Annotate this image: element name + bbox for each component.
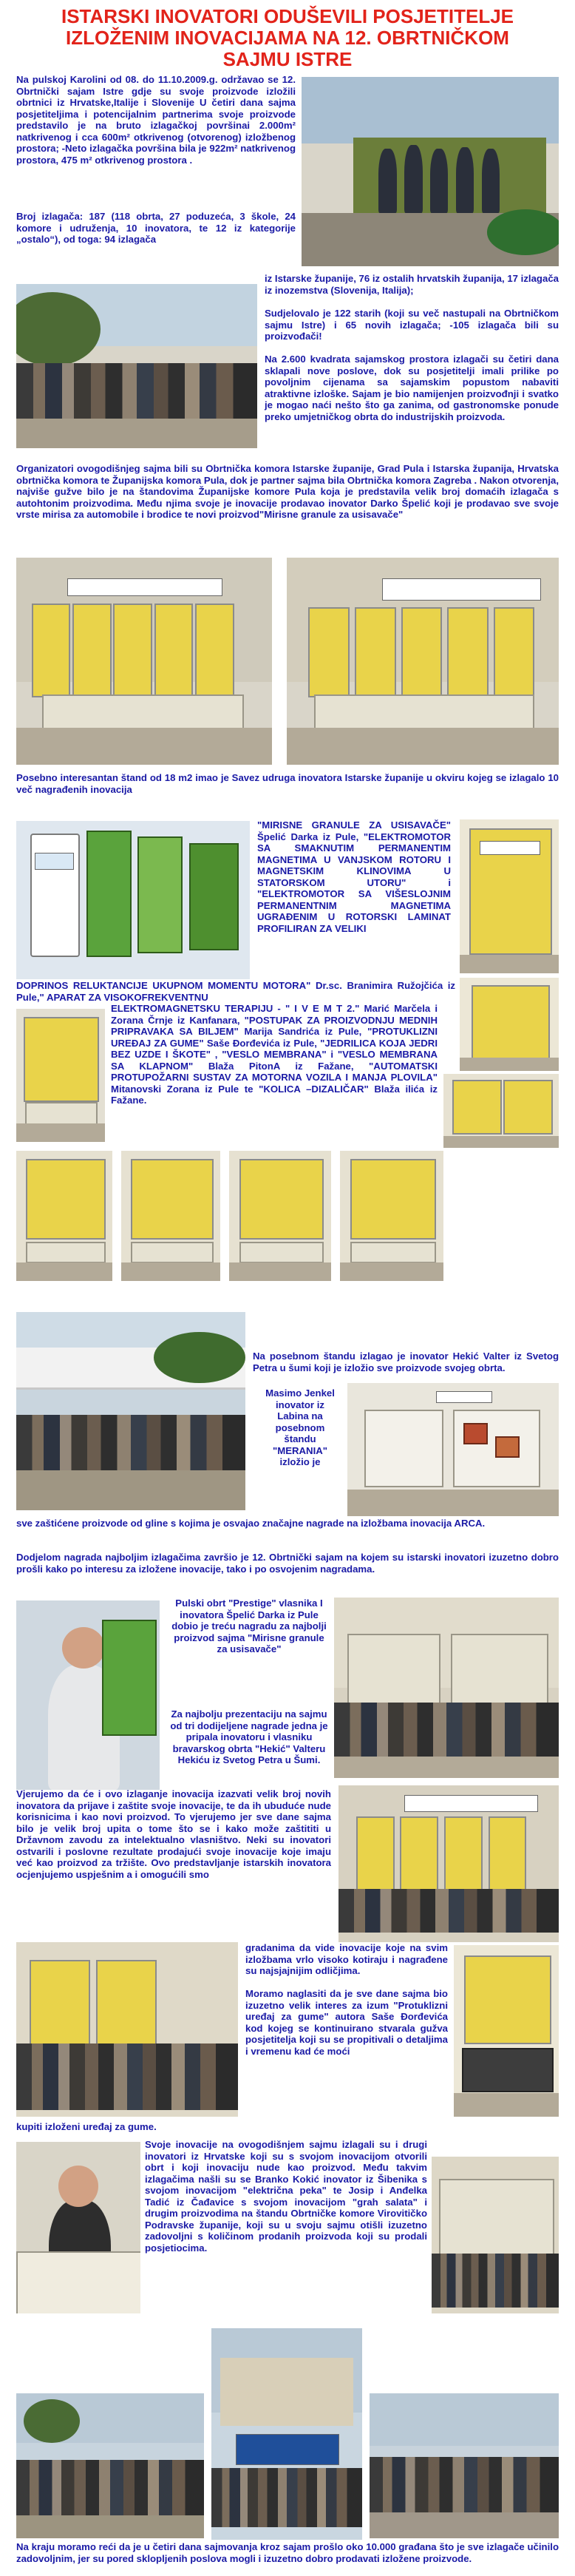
photo-booth-small-2	[121, 1151, 220, 1281]
paragraph-county-split: iz Istarske županije, 76 iz ostalih hrvatskih županija, 17 izlagača iz inozemstva (Slovenija, Italija);	[265, 273, 559, 296]
photo-crowd-bottom-left	[16, 2393, 204, 2538]
photo-shake-products	[16, 821, 250, 979]
photo-opening-ceremony	[302, 77, 559, 266]
photo-booth-tires-right	[443, 1074, 559, 1148]
photo-fair-entrance-sign	[211, 2328, 362, 2540]
photo-crowd-bottom-right	[370, 2393, 559, 2538]
paragraph-motor-reluctance: DOPRINOS RELUKTANCIJE UKUPNOM MOMENTU MOTORA" Dr.sc. Branimira Ružojčića iz Pule," APARAT ZA VISOKOFREKVENTNU	[16, 980, 455, 1003]
photo-fair-hall-visitors	[334, 1598, 559, 1778]
paragraph-fair-intro: Na pulskoj Karolini od 08. do 11.10.2009.g. održavao se 12. Obrtnički sajam Istre gdje su svoje proizvode izložili obrtnici iz Hrvatske,Italije i Slovenije U četiri dana sajma posjetiteljima i potencijalnim partnerima svoje proizvode predstavilo je na bruto izlagačkoj površinai 2.000m² natkrivenog i cca 600m² otkrivenog (otvorenog) izložbenog prostora; -Neto izlagačka površina bila je 922m² natkrivenog prostora, 475 m² otkrivenog prostora .	[16, 74, 296, 166]
paragraph-buy-device: kupiti izloženi uređaj za gume.	[16, 2121, 157, 2132]
paragraph-inventors-stand: Posebno interesantan štand od 18 m2 imao je Savez udruga inovatora Istarske županije u okviru kojeg se izlagalo 10 več nagrađenih inovacija	[16, 772, 559, 795]
photo-panels-right-mid	[460, 978, 559, 1071]
title-line: IZLOŽENIM INOVACIJAMA NA 12. OBRTNIČKOM	[66, 27, 509, 49]
photo-booth-small-1	[16, 1151, 112, 1281]
title-line: ISTARSKI INOVATORI ODUŠEVILI POSJETITELJE	[61, 5, 514, 27]
photo-inventors-booth-left	[16, 558, 272, 765]
photo-booth-small-3	[229, 1151, 331, 1281]
paragraph-fair-business: Na 2.600 kvadrata sajamskog prostora izlagači su četiri dana sklapali nove poslove, dok su posjetitelji imali prilike po povoljnim cijenama sa sajamskim popustom nabaviti atraktivne izloške. Sajam je bio namijenjen proizvođnji i svatko je mogao naći nešto što ga zanima, od gastronomske ponude preko umjetničkog obrta do industrijskih proizvoda.	[265, 354, 559, 422]
paragraph-anti-slip-interest: Moramo naglasiti da je sve dane sajma bio izuzetno velik interes za izum "Protuklizni uređaj za gume" autora Saše Đorđevića kod kojeg se kontinuirano stvarala gužva posjetitelja koji su se propitivali o detaljima i vremenu kad će moći	[245, 1988, 448, 2057]
photo-booth-tires-crowd	[16, 1942, 238, 2117]
photo-panels-tires-right	[454, 1945, 559, 2117]
paragraph-best-presentation: Za najbolju prezentaciju na sajmu od tri dodijeljene nagrade jedna je pripala inovatoru i vlasniku bravarskog obrta "Hekić" Valteru Hekiću iz Svetog Petra u Šumi.	[170, 1708, 328, 1765]
paragraph-awards-intro: Dodjelom nagrada najboljim izlagačima završio je 12. Obrtnički sajam na kojem su istarski inovatori izuzetno dobro prošli kako po interesu za izložene inovacije, tako i po osvojenim nagradama.	[16, 1552, 559, 1575]
paragraph-hekic-stand: Na posebnom štandu izlagao je inovator Hekić Valter iz Svetog Petra u šumi koji je izložio sve proizvode svojeg obrta.	[253, 1350, 559, 1373]
paragraph-innovation-list-start: "MIRISNE GRANULE ZA USISAVAČE" Špelić Darka iz Pule, "ELEKTROMOTOR SA SMAKNUTIM PERMANENTIM MAGNETIMA U VANJSKOM ROTORU I MAGNETSKIM KLINOVIMA U STATORSKOM UTORU" i "ELEKTROMOTOR SA VIŠESLOJNIM PERMANENTNIM MAGNETIMA UGRAĐENIM U ROTORSKI LAMINAT PROFILIRAN ZA VELIKI	[257, 819, 451, 934]
paragraph-citizens-see-innovations: gradanima da vide inovacije koje na svim izložbama vrlo visoko kotiraju i nagrađene su najsjajnijim odličjima.	[245, 1942, 448, 1976]
paragraph-clay-products: sve zaštićene proizvode od gline s kojima je osvajao značajne nagrade na izložbama inovacija ARCA.	[16, 1518, 486, 1529]
paragraph-belief-new-inventors: Vjerujemo da će i ovo izlaganje inovacija izazvati velik broj novih inovatora da prijave i zaštite svoje inovacije, te da ih ubuduće nude korisnicima i kao novi proizvod. To vjerujemo jer sve dane sajma bilo je velik broj upita o tome što se i kako može zaštititi u Državnom zavodu za intelektualno vlasništvo. Neki su inovatori ostvarili i poslovne rezultate prodajući svoje inovacije koje imaju već kao proizvod za tržište. Ovo predstavljanje istarskih inovatora ocjenjujemo uspješnim a i omogućili smo	[16, 1788, 331, 1880]
photo-tents-outdoor	[16, 1312, 245, 1510]
photo-booth-visitors-mid	[432, 2157, 559, 2313]
photo-merania-booth	[347, 1383, 559, 1516]
paragraph-exhibitor-count: Broj izlagača: 187 (118 obrta, 27 poduzeća, 3 škole, 24 komore i udruženja, 10 inovatora, te 12 iz kategorije „ostalo“), od toga: 94 izlagača	[16, 211, 296, 245]
paragraph-innovation-list-rest: ELEKTROMAGNETSKU TERAPIJU - " I V E M T 2." Marić Marčela i Zorana Črnje iz Kanfanara, "POSTUPAK ZA PROIZVODNJU MEDNIH PRIPRAVAKA SA BILJEM" Marija Sandrića iz Pule, "PROTUKLIZNI UREĐAJ ZA GUME" Saše Đorđevića iz Pule, "JEDRILICA KOJA JEDRI BEZ UZDE I ŠKOTE" , "VESLO MEMBRANA" i "VESLO MEMBRANA SA KLAPNOM" Blaža PitonA iz Fažane, "AUTOMATSKI PROTUPOŽARNI SUSTAV ZA MOTORNA VOZILA I MANJA PLOVILA" Mitanovski Zorana iz Pule te "KOLICA –DIZALIČAR" Blaža ilića iz Fažane.	[111, 1003, 438, 1106]
photo-visitors-at-booth	[338, 1785, 559, 1942]
photo-inventors-booth-right	[287, 558, 559, 765]
photo-booth-small-4	[340, 1151, 443, 1281]
photo-man-with-shake	[16, 1600, 160, 1790]
title-line: SAJMU ISTRE	[222, 48, 353, 70]
paragraph-other-inventors: Svoje inovacije na ovogodišnjem sajmu izlagali su i drugi inovatori iz Hrvatske koji su s svojom inovacijom otvorili obrt i koji inovaciju nude kao proizvod. Među takvim izlagačima našli su se Branko Kokić inovator iz Šibenika s svojom inovacijom "električna peka" te Josip i Anđelka Tadić iz Čađavice s svojom inovacijom "grah salata" i drugim proizvodima na štandu Obrtničke komore Virovitičko Podravske županije, koji su u svoju sajmu otišli izuzetno zadovoljni s količinom prodanih proizvoda koji su prodali posjetiocima.	[145, 2139, 427, 2254]
paragraph-masimo-jenkel: Masimo Jenkel inovator iz Labina na posebnom štandu "MERANIA" izložio je	[265, 1387, 335, 1467]
photo-crowd-outdoor-opening	[16, 284, 257, 448]
photo-exhibitor-portrait	[16, 2142, 140, 2313]
article-title	[0, 6, 575, 70]
photo-booth-with-tires	[16, 1009, 105, 1142]
paragraph-prestige-award: Pulski obrt "Prestige" vlasnika I inovatora Špelić Darka iz Pule dobio je treću nagradu za najbolji proizvod sajma "Mirisne granule za usisavače"	[171, 1598, 327, 1654]
paragraph-old-new-exhibitors: Sudjelovalo je 122 starih (koji su več nastupali na Obrtničkom sajmu Istre) i 65 novih izlagača; -105 izlagača bili su proizvođači!	[265, 308, 559, 342]
paragraph-conclusion: Na kraju moramo reći da je u četiri dana sajmovanja kroz sajam prošlo oko 10.000 građana što je sve izlagače učinilo zadovoljnim, jer su pored sklopljenih poslova mogli i izuzetno dobro prodavati izložene proizvode.	[16, 2541, 559, 2564]
paragraph-organizers: Organizatori ovogodišnjeg sajma bili su Obrtnička komora Istarske županije, Grad Pula i Istarska županija, Hrvatska obrtnička komora te Županijska komora Pula, dok je partner sajma bila Obrtnička komora Zagreba . Nakon otvorenja, najviše gužve bilo je na štandovima Županijske komore Pula koja je predstavila velik broj domaćih izlagača s autohtonim proizvodima. Među njima svoje je inovacije prodavao inovator Darko Špelić koji je prodavao sve svoje vrste mirisa za automobile i brodice te novi proizvod"Mirisne granule za usisavače"	[16, 463, 559, 520]
photo-panels-right-top	[460, 819, 559, 973]
